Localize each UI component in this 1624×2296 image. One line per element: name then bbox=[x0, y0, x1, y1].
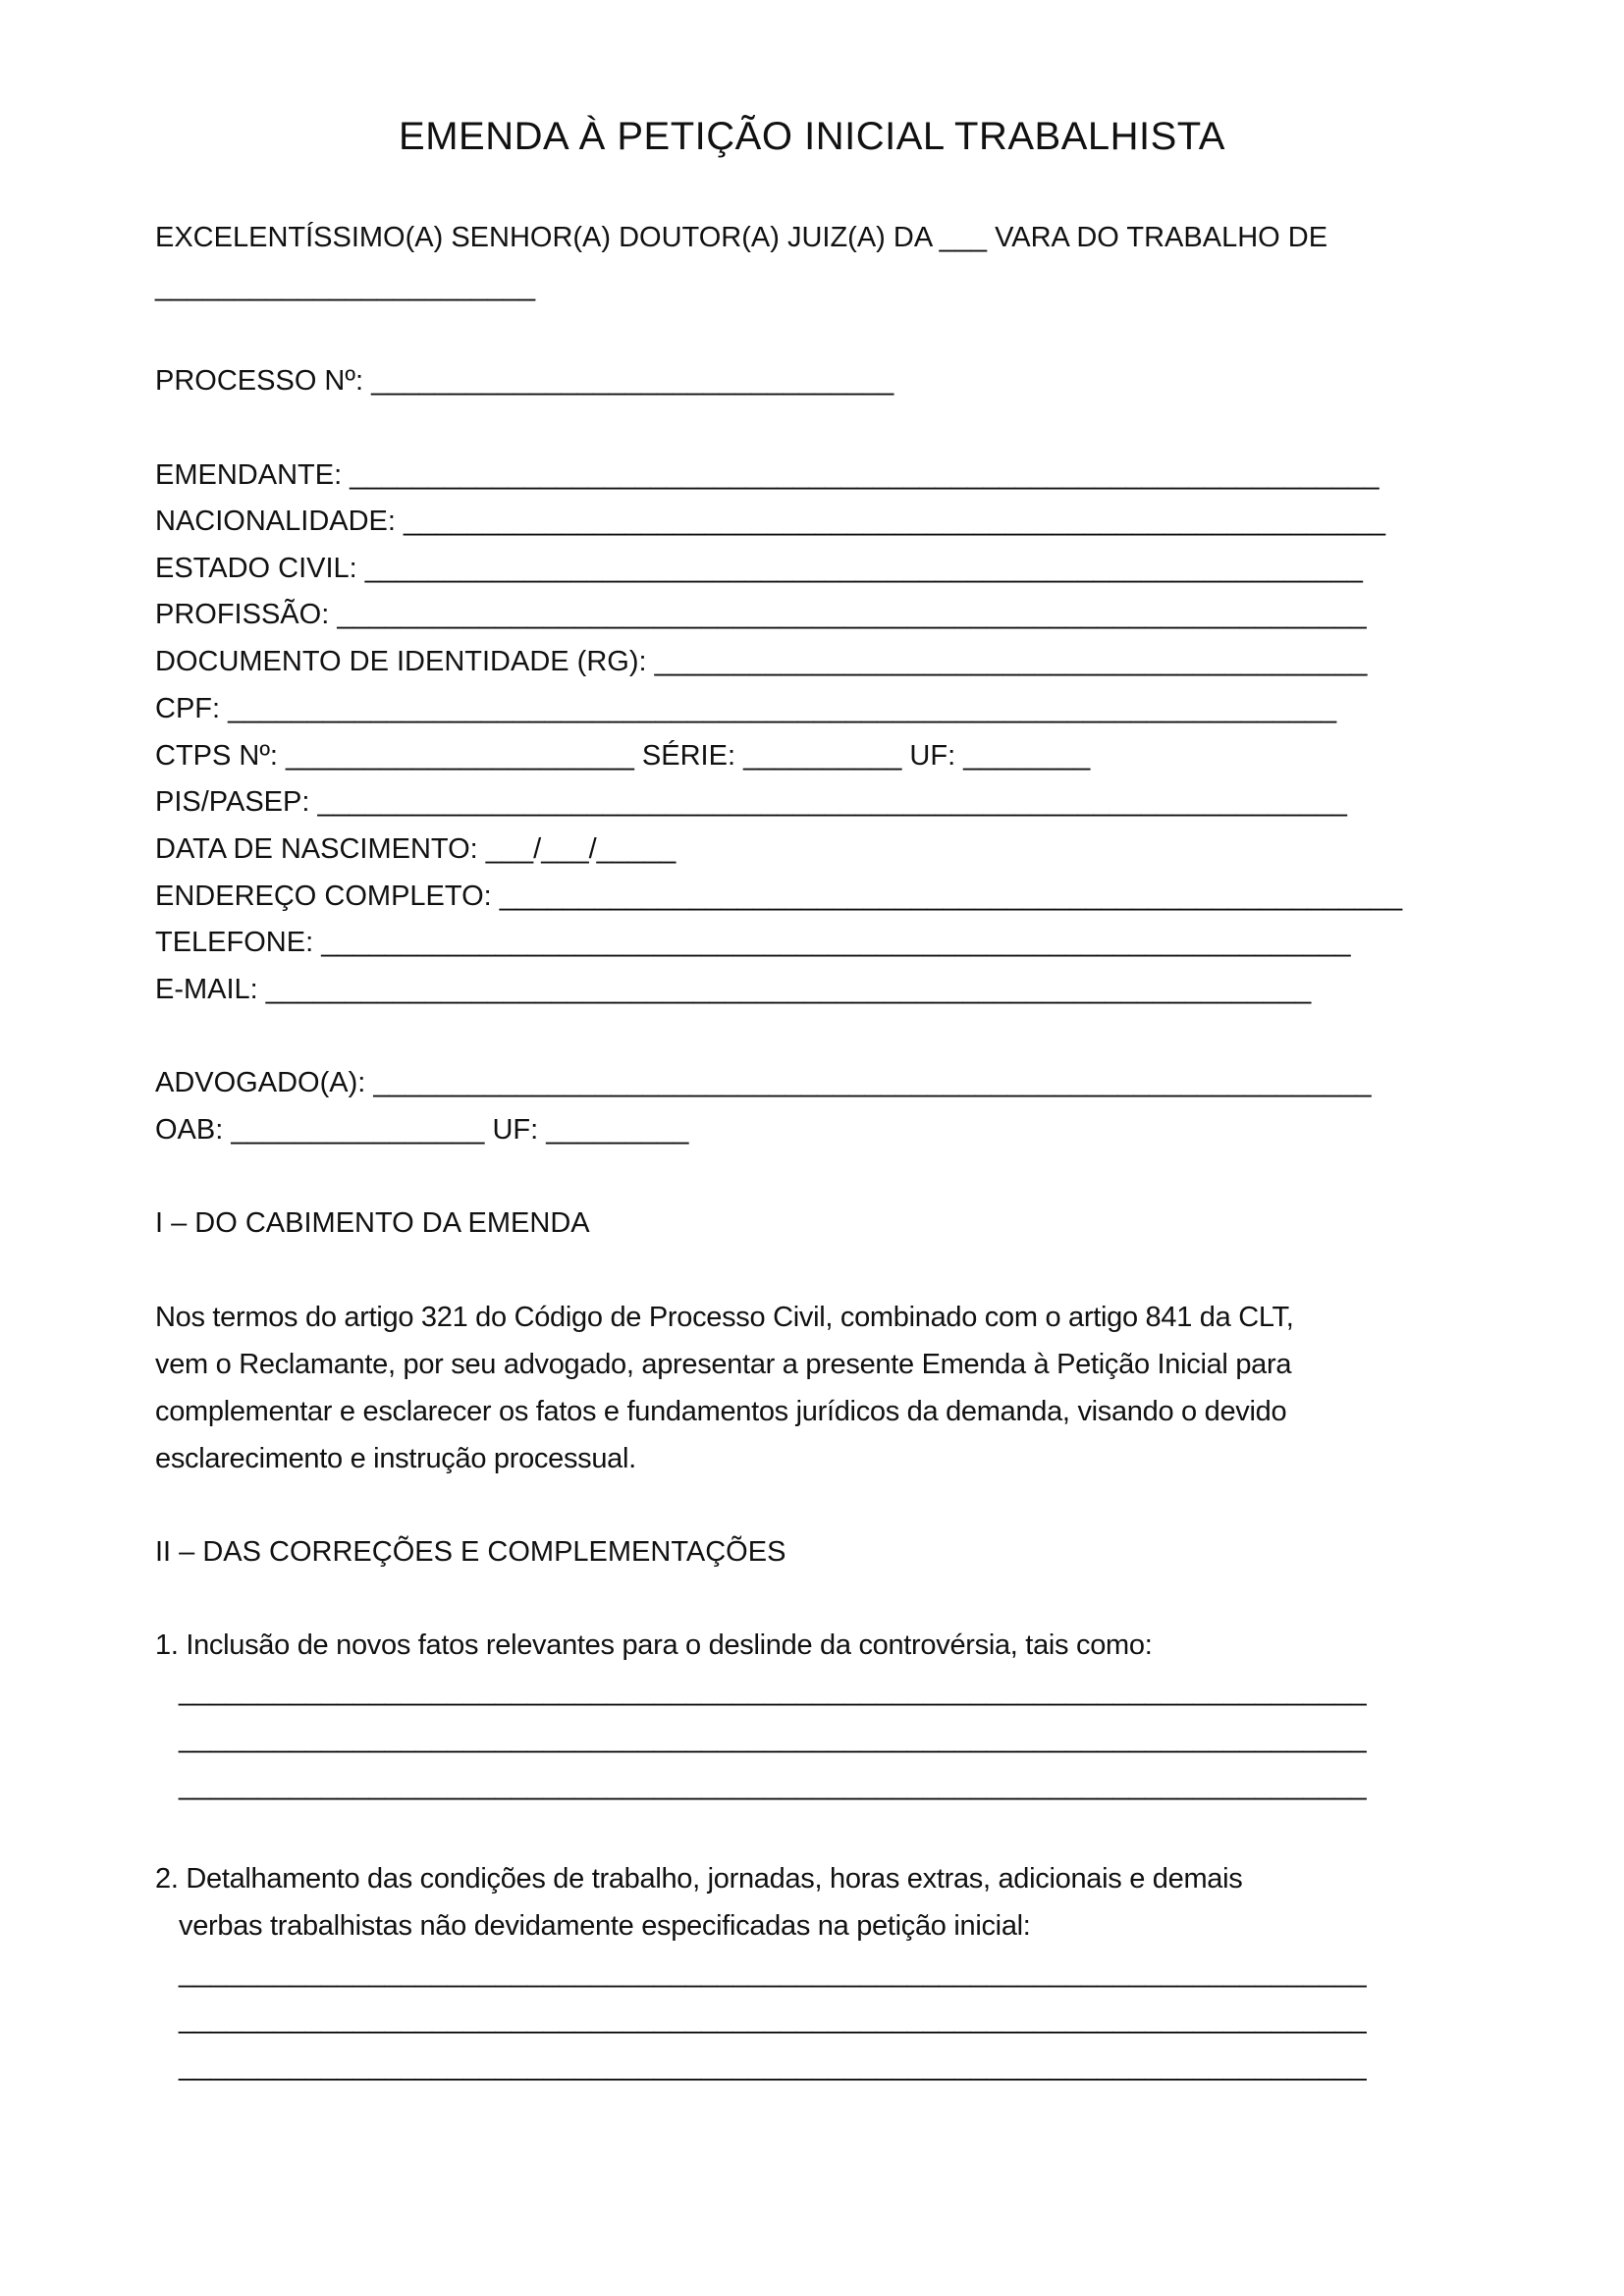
profissao-field: PROFISSÃO: _________________________________________________________________ bbox=[155, 599, 1367, 630]
endereco-field: ENDEREÇO COMPLETO: _________________________________________________________ bbox=[155, 881, 1403, 912]
section-1-paragraph-line: vem o Reclamante, por seu advogado, apresentar a presente Emenda à Petição Inicial para bbox=[155, 1349, 1292, 1380]
processo-field: PROCESSO Nº: _________________________________ bbox=[155, 365, 894, 397]
item-1-blank-line: ___________________________________________________________________________ bbox=[179, 1723, 1367, 1754]
item-2-blank-line: ___________________________________________________________________________ bbox=[179, 2003, 1367, 2035]
addressee-line: EXCELENTÍSSIMO(A) SENHOR(A) DOUTOR(A) JUIZ(A) DA ___ VARA DO TRABALHO DE bbox=[155, 222, 1328, 253]
item-1-blank-line: ___________________________________________________________________________ bbox=[179, 1676, 1367, 1707]
telefone-field: TELEFONE: _________________________________________________________________ bbox=[155, 927, 1351, 958]
rg-field: DOCUMENTO DE IDENTIDADE (RG): _____________________________________________ bbox=[155, 646, 1368, 677]
section-2-heading: II – DAS CORREÇÕES E COMPLEMENTAÇÕES bbox=[155, 1536, 786, 1568]
advogado-field: ADVOGADO(A): _______________________________________________________________ bbox=[155, 1067, 1372, 1098]
section-1-heading: I – DO CABIMENTO DA EMENDA bbox=[155, 1207, 590, 1239]
nacionalidade-field: NACIONALIDADE: ______________________________________________________________ bbox=[155, 506, 1385, 537]
emendante-field: EMENDANTE: _________________________________________________________________ bbox=[155, 459, 1380, 491]
nascimento-field: DATA DE NASCIMENTO: ___/___/_____ bbox=[155, 833, 677, 865]
document-title: EMENDA À PETIÇÃO INICIAL TRABALHISTA bbox=[399, 115, 1225, 158]
cpf-field: CPF: ______________________________________________________________________ bbox=[155, 693, 1337, 724]
section-1-paragraph-line: esclarecimento e instrução processual. bbox=[155, 1443, 636, 1474]
ctps-field: CTPS Nº: ______________________ SÉRIE: __________ UF: ________ bbox=[155, 740, 1091, 772]
item-2-blank-line: ___________________________________________________________________________ bbox=[179, 1957, 1367, 1989]
addressee-blank: ________________________ bbox=[155, 271, 536, 302]
section-1-paragraph-line: Nos termos do artigo 321 do Código de Processo Civil, combinado com o artigo 841 da CLT, bbox=[155, 1302, 1294, 1333]
email-field: E-MAIL: __________________________________________________________________ bbox=[155, 974, 1312, 1005]
item-1-blank-line: ___________________________________________________________________________ bbox=[179, 1770, 1367, 1801]
oab-field: OAB: ________________ UF: _________ bbox=[155, 1114, 689, 1146]
estado-civil-field: ESTADO CIVIL: _______________________________________________________________ bbox=[155, 553, 1363, 584]
item-2-blank-line: ___________________________________________________________________________ bbox=[179, 2051, 1367, 2082]
item-2-text-continuation: verbas trabalhistas não devidamente especificadas na petição inicial: bbox=[179, 1910, 1031, 1942]
pis-field: PIS/PASEP: _________________________________________________________________ bbox=[155, 786, 1347, 818]
item-1-text: 1. Inclusão de novos fatos relevantes para o deslinde da controvérsia, tais como: bbox=[155, 1629, 1153, 1661]
item-2-text: 2. Detalhamento das condições de trabalho, jornadas, horas extras, adicionais e demais bbox=[155, 1863, 1243, 1895]
section-1-paragraph-line: complementar e esclarecer os fatos e fundamentos jurídicos da demanda, visando o devido bbox=[155, 1396, 1287, 1427]
